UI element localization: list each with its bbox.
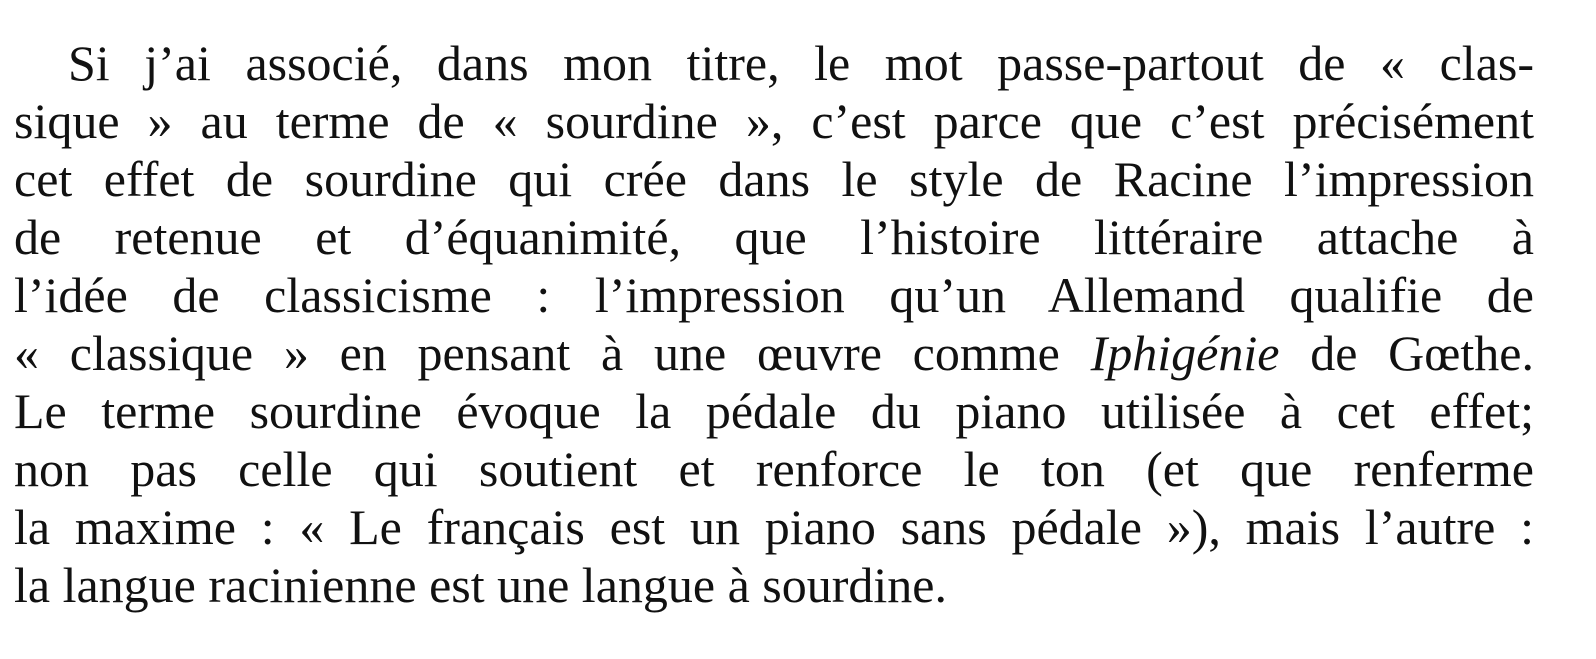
text-line-6-before: « classique » en pensant à une œuvre comme [14, 325, 1091, 381]
italic-title-iphigenie: Iphigénie [1090, 325, 1280, 381]
text-line-7: Le terme sourdine évoque la pédale du piano utilisée à cet effet; [14, 383, 1534, 439]
body-paragraph [14, 34, 1534, 614]
text-line-9: la maxime : « Le français est un piano sans pédale »), mais l’autre : [14, 499, 1534, 555]
text-line-4: de retenue et d’équanimité, que l’histoire littéraire attache à [14, 209, 1534, 265]
text-line-6-after: de Gœthe. [1279, 325, 1534, 381]
text-line-8: non pas celle qui soutient et renforce le ton (et que renferme [14, 441, 1534, 497]
text-line-6 [14, 324, 1534, 382]
text-line-3: cet effet de sourdine qui crée dans le style de Racine l’impression [14, 151, 1534, 207]
text-line-5: l’idée de classicisme : l’impression qu’un Allemand qualifie de [14, 267, 1534, 323]
text-line-1: Si j’ai associé, dans mon titre, le mot passe-partout de « clas- [68, 35, 1534, 91]
text-line-10: la langue racinienne est une langue à sourdine. [14, 557, 947, 613]
text-line-2: sique » au terme de « sourdine », c’est parce que c’est précisément [14, 93, 1534, 149]
